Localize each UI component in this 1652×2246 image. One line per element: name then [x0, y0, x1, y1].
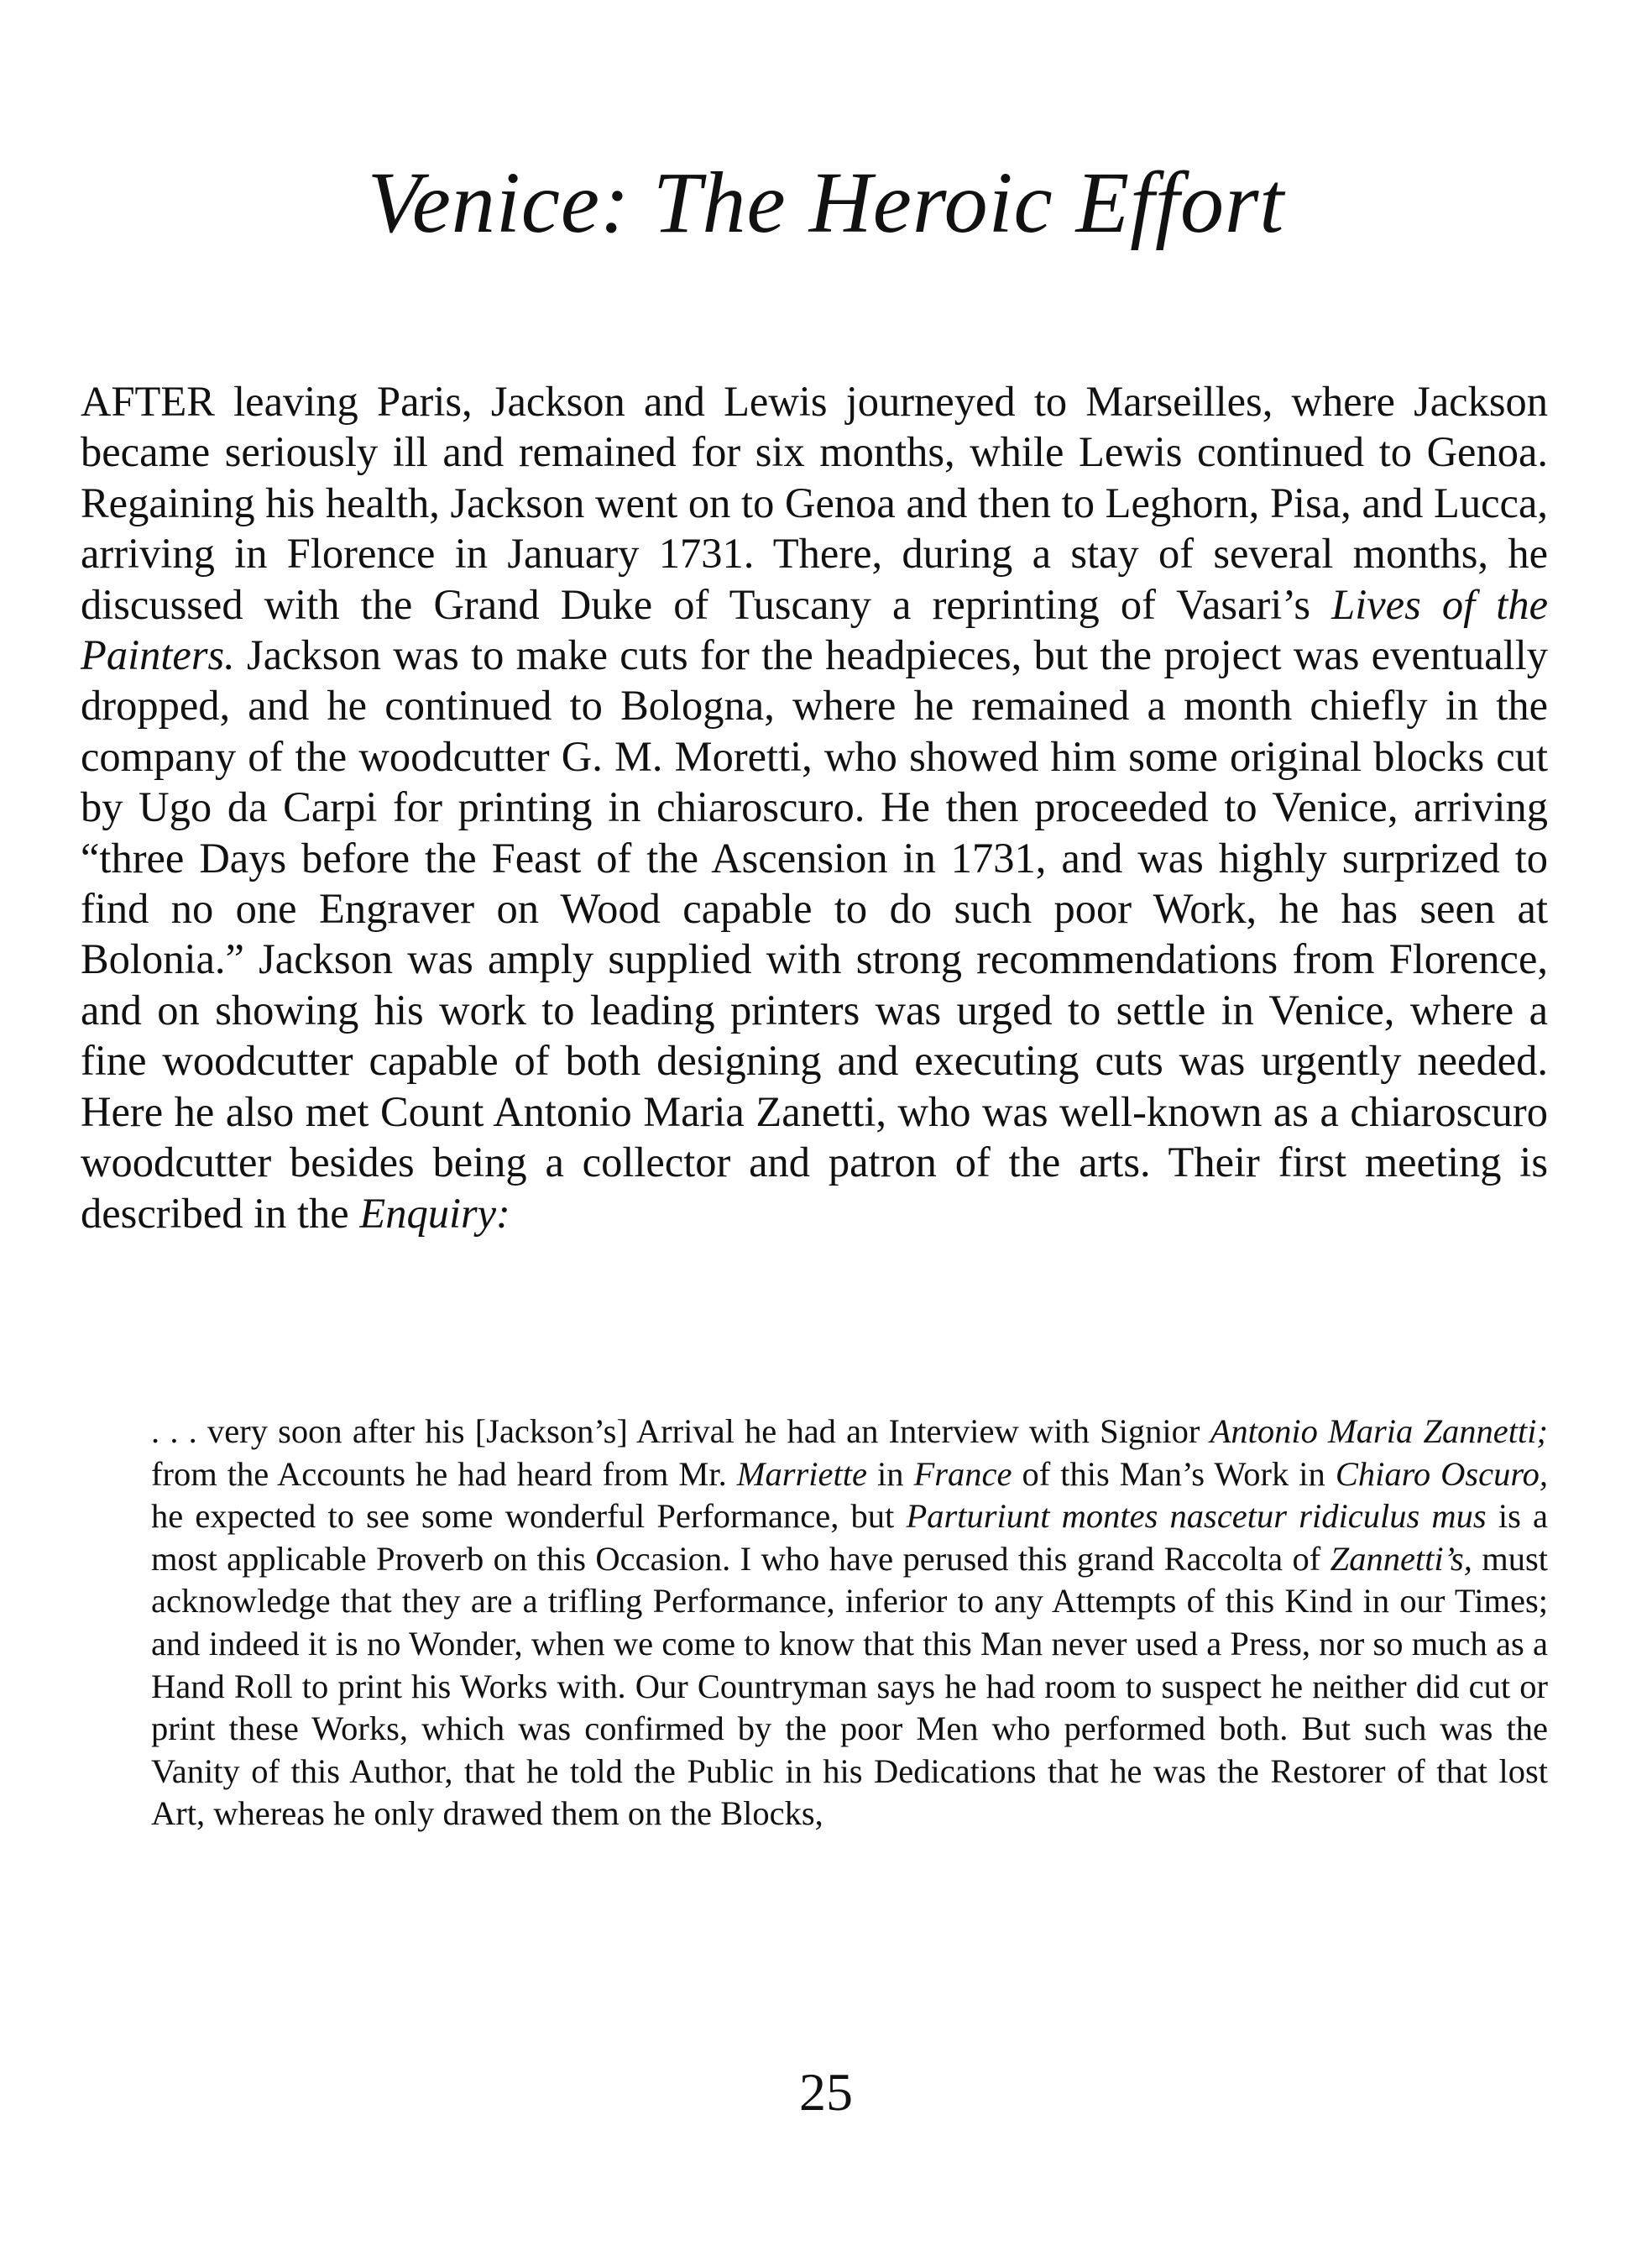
quote-italic: Chiaro Oscuro, — [1335, 1454, 1548, 1493]
quote-italic: Antonio Maria Zannetti; — [1210, 1412, 1548, 1450]
italic-enquiry: Enquiry: — [359, 1189, 510, 1237]
block-quote — [151, 1411, 1548, 1835]
quote-italic: Marriette — [736, 1454, 868, 1493]
body-text-run: Jackson was to make cuts for the headpieces, but the project was eventually dropped, and he continued to Bologna, where he remained a month chiefly in the company of the woodcutter G. M. Moretti, who showed him some original blocks cut by Ugo da Carpi for printing in chiaroscuro. He then proceeded to Venice, arriving “three Days before the Feast of the Ascension in 1731, and was highly surprized to find no one Engraver on Wood capable to do such poor Work, he has seen at Bolonia.” Jackson was amply supplied with strong recommendations from Florence, and on showing his work to leading printers was urged to settle in Venice, where a fine woodcutter capable of both designing and executing cuts was urgently needed. Here he also met Count Antonio Maria Zanetti, who was well-known as a chiaroscuro woodcutter besides being a collector and patron of the arts. Their first meeting is described in the — [81, 631, 1548, 1237]
quote-text-run: in — [867, 1454, 914, 1493]
quote-text-run: from the Accounts he had heard from Mr. — [151, 1454, 737, 1493]
body-paragraph — [81, 376, 1548, 1238]
quote-italic: Zannetti’s, — [1330, 1539, 1472, 1578]
quote-text-run: must acknowledge that they are a trifling Performance, inferior to any Attempts of this Kind in our Times; and indeed it is no Wonder, when we come to know that this Man never used a Press, nor so much as a Hand Roll to print his Works with. Our Countryman says he had room to suspect he neither did cut or print these Works, which was confirmed by the poor Men who performed both. But such was the Vanity of this Author, that he told the Public in his Dedications that he was the Restorer of that lost Art, whereas he only drawed them on the Blocks, — [151, 1539, 1549, 1833]
body-text-run: AFTER leaving Paris, Jackson and Lewis journeyed to Marseilles, where Jackson became seriously ill and remained for six months, while Lewis continued to Genoa. Regaining his health, Jackson went on to Genoa and then to Leghorn, Pisa, and Lucca, arriving in Florence in January 1731. There, during a stay of several months, he discussed with the Grand Duke of Tuscany a reprinting of Vasari’s — [81, 378, 1548, 628]
page-number: 25 — [799, 2062, 853, 2122]
italic-book-title: Lives of the Painters. — [81, 580, 1548, 679]
quote-text-run: he expected to see some wonderful Performance, but — [151, 1497, 907, 1536]
quote-italic: Parturiunt montes nascetur ridiculus mus — [906, 1497, 1487, 1536]
quote-text-run: . . . very soon after his [Jackson’s] Arrival he had an Interview with Signior — [151, 1412, 1210, 1450]
quote-text-run: of this Man’s Work in — [1012, 1454, 1336, 1493]
quote-italic: France — [913, 1454, 1012, 1493]
chapter-title: Venice: The Heroic Effort — [367, 154, 1285, 251]
quote-text-run: is a most applicable Proverb on this Occasion. I who have perused this grand Raccolta of — [151, 1497, 1548, 1578]
